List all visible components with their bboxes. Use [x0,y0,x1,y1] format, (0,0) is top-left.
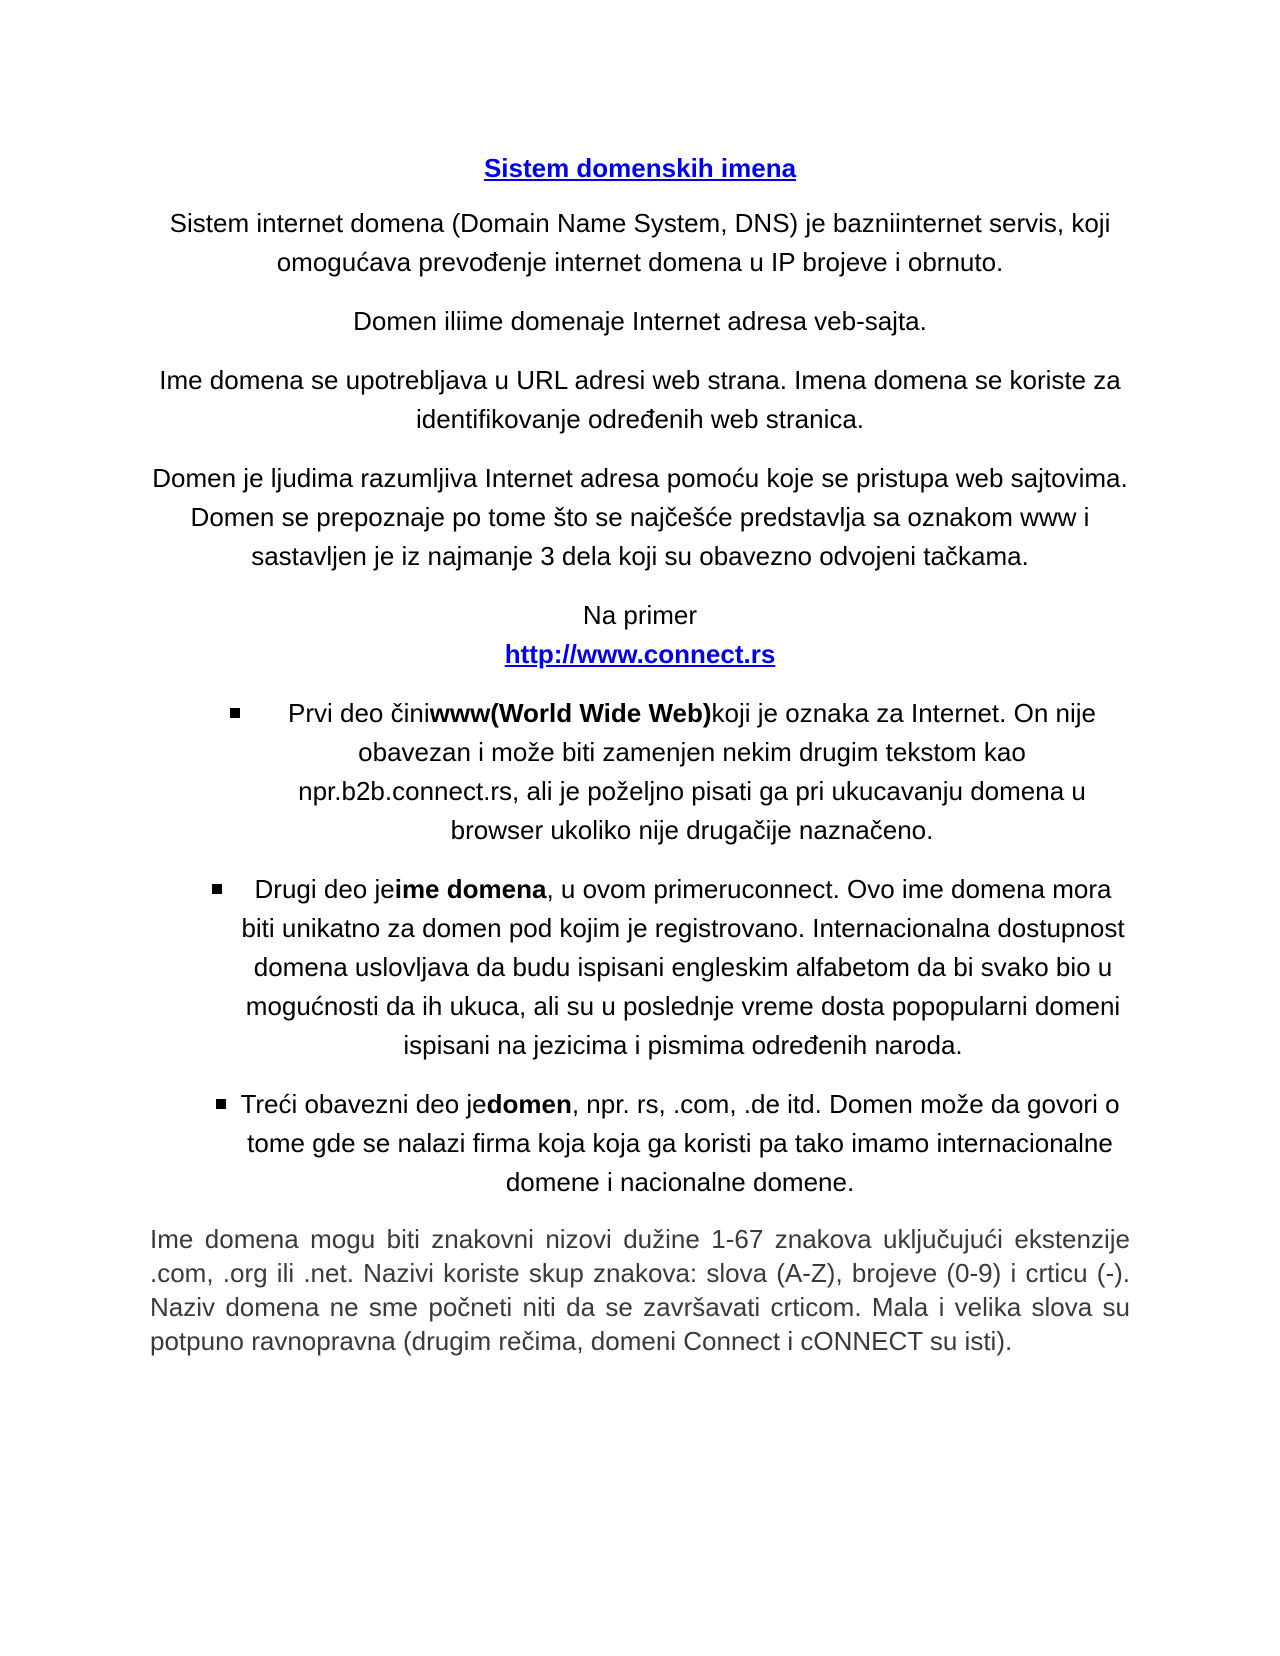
example-link[interactable]: http://www.connect.rs [504,639,776,669]
list-item [212,870,1130,1065]
list-item-text: Treći obavezni deo jedomen, npr. rs, .com, .de itd. Domen može da govori o tome gde se nalazi firma koja koja ga koristi pa tako imamo internacionalne domene i nacionalne domene. [240,1089,1120,1197]
list-item-text: Prvi deo činiwww(World Wide Web)koji je oznaka za Internet. On nije obavezan i može biti zamenjen nekim drugim tekstom kao npr.b2b.connect.rs, ali je poželjno pisati ga pri ukucavanju domena u browser ukoliko nije drugačije naznačeno. [288,698,1096,845]
paragraph-domain-usage: Ime domena se upotrebljava u URL adresi web strana. Imena domena se koriste za identifikovanje određenih web stranica. [159,365,1121,434]
domain-parts-list [150,694,1130,1202]
paragraph-domain-structure: Domen je ljudima razumljiva Internet adresa pomoću koje se pristupa web sajtovima. Domen se prepoznaje po tome što se najčešće predstavlja sa oznakom www i sastavljen je iz najmanje 3 dela koji su obavezno odvojeni tačkama. [152,463,1128,571]
square-bullet-icon [216,1099,226,1109]
example-block [150,596,1130,674]
list-item [216,1085,1120,1202]
example-label: Na primer [582,600,698,630]
title-link[interactable]: Sistem domenskih imena [483,153,797,183]
paragraph-dns-definition: Sistem internet domena (Domain Name System, DNS) je bazniinternet servis, koji omogućava prevođenje internet domena u IP brojeve i obrnuto. [169,208,1111,277]
square-bullet-icon [212,884,222,894]
square-bullet-icon [230,708,240,718]
list-item [230,694,1130,850]
list-item-text: Drugi deo jeime domena, u ovom primeruconnect. Ovo ime domena mora biti unikatno za domen pod kojim je registrovano. Internacionalna dostupnost domena uslovljava da budu ispisani engleskim alfabetom da bi svako bio u mogućnosti da ih ukuca, ali su u poslednje vreme dosta popopularni domeni ispisani na jezicima i pismima određenih naroda. [241,874,1125,1060]
paragraph-domain-rules: Ime domena mogu biti znakovni nizovi dužine 1-67 znakova uključujući ekstenzije .com, .org ili .net. Nazivi koriste skup znakova: slova (A-Z), brojeve (0-9) i crticu (-). Naziv domena ne sme počneti niti da se završavati crticom. Mala i velika slova su potpuno ravnopravna (drugim rečima, domeni Connect i cONNECT su isti). [150,1224,1130,1356]
page-title [150,148,1130,188]
paragraph-domain-definition: Domen iliime domenaje Internet adresa veb-sajta. [353,306,927,336]
document-page [150,148,1130,1358]
